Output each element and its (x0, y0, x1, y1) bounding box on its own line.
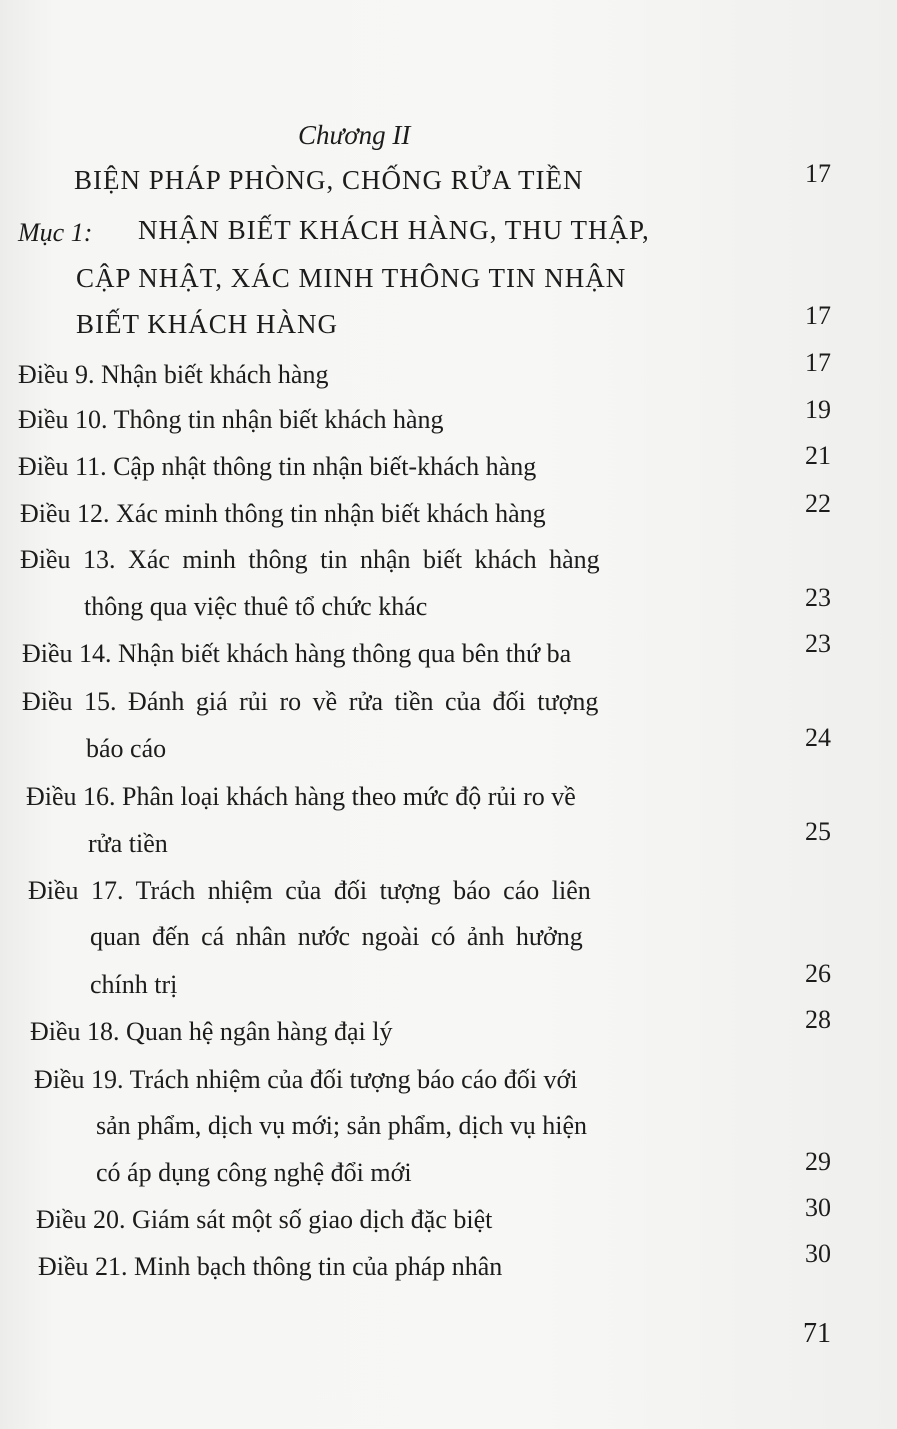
toc-entry-dieu-16-line1: Điều 16. Phân loại khách hàng theo mức độ rủi ro về (26, 782, 576, 811)
toc-entry-dieu-19-line2: sản phẩm, dịch vụ mới; sản phẩm, dịch vụ hiện (96, 1111, 588, 1140)
toc-page-dieu-21: 30 (805, 1239, 831, 1268)
toc-page-dieu-9: 17 (805, 348, 831, 377)
toc-page-dieu-16: 25 (805, 817, 831, 846)
toc-entry-dieu-13-line2: thông qua việc thuê tổ chức khác (84, 592, 428, 621)
toc-entry-dieu-16-line2: rửa tiền (88, 829, 168, 858)
toc-entry-dieu-20: Điều 20. Giám sát một số giao dịch đặc biệt (36, 1205, 493, 1234)
page-number: 71 (803, 1318, 831, 1349)
toc-entry-dieu-19-line1: Điều 19. Trách nhiệm của đối tượng báo cáo đối với (34, 1065, 578, 1094)
section-title-line3: BIẾT KHÁCH HÀNG (76, 309, 338, 339)
toc-entry-dieu-17-line3: chính trị (90, 970, 178, 999)
chapter-page: 17 (805, 159, 831, 188)
toc-entry-dieu-17-line1: Điều 17. Trách nhiệm của đối tượng báo cáo liên (28, 876, 591, 905)
toc-entry-dieu-15-line1: Điều 15. Đánh giá rủi ro về rửa tiền của đối tượng (22, 687, 599, 716)
toc-page-dieu-13: 23 (805, 583, 831, 612)
section-prefix: Mục 1: (18, 218, 93, 247)
section-page: 17 (805, 301, 831, 330)
toc-page-dieu-10: 19 (805, 395, 831, 424)
section-title-line2: CẬP NHẬT, XÁC MINH THÔNG TIN NHẬN (76, 263, 627, 293)
toc-entry-dieu-13-line1: Điều 13. Xác minh thông tin nhận biết khách hàng (20, 545, 600, 574)
toc-entry-dieu-19-line3: có áp dụng công nghệ đổi mới (96, 1158, 412, 1187)
toc-entry-dieu-12: Điều 12. Xác minh thông tin nhận biết khách hàng (20, 499, 546, 528)
toc-entry-dieu-15-line2: báo cáo (86, 734, 167, 763)
chapter-title: BIỆN PHÁP PHÒNG, CHỐNG RỬA TIỀN (74, 165, 584, 195)
toc-page-dieu-12: 22 (805, 489, 831, 518)
toc-entry-dieu-10: Điều 10. Thông tin nhận biết khách hàng (18, 405, 444, 434)
toc-entry-dieu-14: Điều 14. Nhận biết khách hàng thông qua bên thứ ba (22, 639, 572, 668)
toc-page-dieu-20: 30 (805, 1193, 831, 1222)
toc-page-dieu-19: 29 (805, 1147, 831, 1176)
toc-entry-dieu-9: Điều 9. Nhận biết khách hàng (18, 360, 329, 389)
toc-entry-dieu-11: Điều 11. Cập nhật thông tin nhận biết-khách hàng (18, 452, 537, 481)
toc-entry-dieu-18: Điều 18. Quan hệ ngân hàng đại lý (30, 1017, 393, 1046)
chapter-label: Chương II (298, 120, 411, 150)
toc-page-dieu-18: 28 (805, 1005, 831, 1034)
toc-page-dieu-11: 21 (805, 441, 831, 470)
toc-page-dieu-17: 26 (805, 959, 831, 988)
toc-entry-dieu-21: Điều 21. Minh bạch thông tin của pháp nhân (38, 1252, 503, 1281)
toc-page-dieu-15: 24 (805, 723, 831, 752)
toc-page-dieu-14: 23 (805, 629, 831, 658)
toc-entry-dieu-17-line2: quan đến cá nhân nước ngoài có ảnh hưởng (90, 922, 583, 951)
section-title-line1: NHẬN BIẾT KHÁCH HÀNG, THU THẬP, (138, 215, 650, 245)
